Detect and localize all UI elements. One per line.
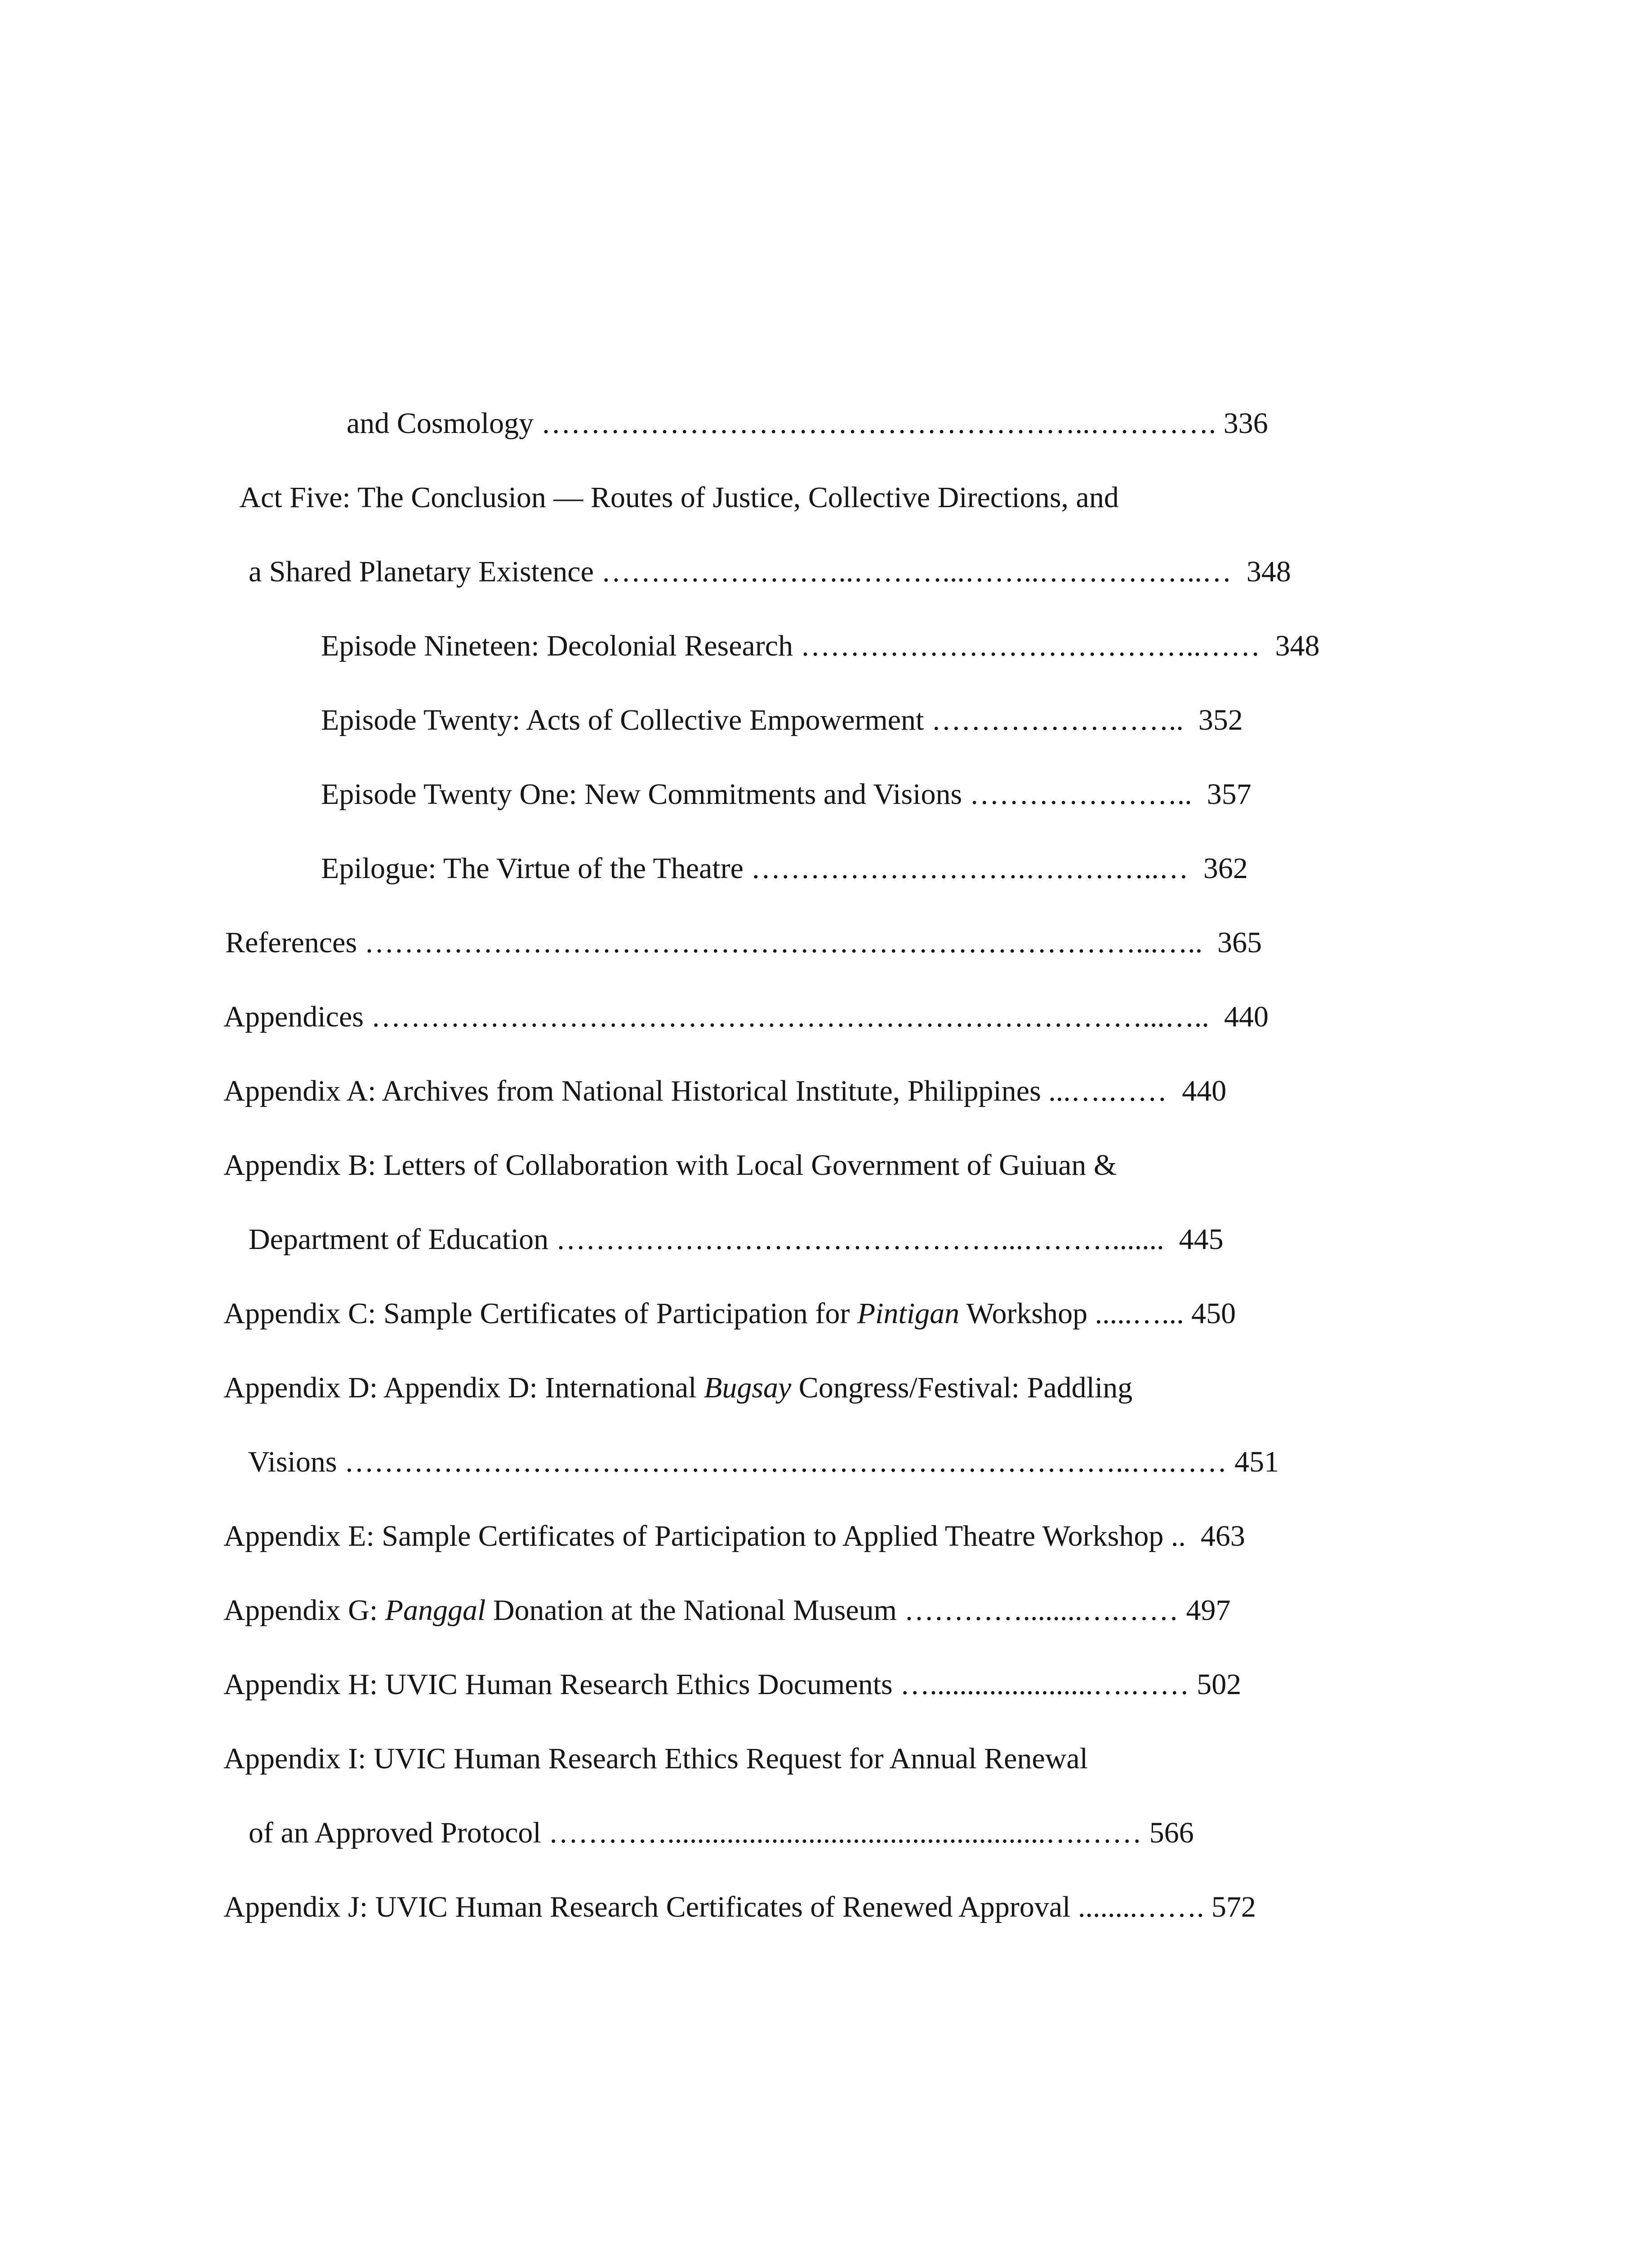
toc-entry-title: of an Approved Protocol …………...................................................….……	[249, 1816, 1149, 1849]
toc-entry-title: Appendices ……………………………………………………………………...…..	[223, 1000, 1224, 1033]
toc-page-number: 440	[1182, 1075, 1227, 1107]
toc-entry-title: Appendix A: Archives from National Historical Institute, Philippines ...….……	[223, 1075, 1182, 1107]
toc-page-number: 566	[1149, 1816, 1194, 1849]
toc-entry-title: Act Five: The Conclusion — Routes of Justice, Collective Directions, and	[239, 481, 1119, 514]
toc-page-number: 365	[1217, 926, 1262, 959]
toc-entry-title: and Cosmology ………………………………………………..………….	[347, 407, 1224, 440]
toc-entry-italic-term: Panggal	[385, 1594, 486, 1627]
toc-entry-title-rest: Workshop .....…...	[959, 1297, 1192, 1330]
toc-entry-title: Appendix G:	[223, 1594, 385, 1627]
toc-entry-italic-term: Bugsay	[704, 1371, 792, 1404]
toc-entry-title: Episode Twenty: Acts of Collective Empowerment ……………………..	[321, 704, 1198, 736]
toc-page-number: 357	[1207, 778, 1251, 811]
toc-entry-title: Appendix B: Letters of Collaboration with Local Government of Guiuan &	[223, 1149, 1117, 1182]
toc-entry-title: Appendix H: UVIC Human Research Ethics Documents …......................….……	[223, 1668, 1197, 1701]
toc-page-number: 497	[1186, 1594, 1231, 1627]
toc-page-number: 336	[1223, 407, 1268, 440]
toc-page-number: 502	[1197, 1668, 1242, 1701]
toc-entry-title: Appendix C: Sample Certificates of Participation for	[223, 1297, 857, 1330]
toc-entry-title: Epilogue: The Virtue of the Theatre ……………………….…………..…	[321, 852, 1203, 885]
toc-page-number: 362	[1203, 852, 1248, 885]
toc-page-number: 451	[1234, 1445, 1279, 1478]
toc-entry-title: Appendix I: UVIC Human Research Ethics Request for Annual Renewal	[223, 1742, 1088, 1775]
toc-page-number: 445	[1179, 1223, 1224, 1256]
toc-entry-appendix-j	[196, 1853, 1256, 1961]
toc-entry-title: Episode Twenty One: New Commitments and Visions …………………..	[321, 778, 1207, 811]
toc-page-number: 352	[1198, 704, 1243, 736]
toc-entry-title: Episode Nineteen: Decolonial Research …………………………………..……	[321, 629, 1275, 662]
toc-entry-title: Visions ……………………………………………………………………..….……	[248, 1445, 1235, 1478]
toc-page-number: 572	[1211, 1891, 1256, 1923]
toc-page-number: 450	[1191, 1297, 1236, 1330]
toc-entry-title: a Shared Planetary Existence ……………………..………...……..……………..…	[249, 555, 1247, 588]
toc-entry-title: Appendix E: Sample Certificates of Participation to Applied Theatre Workshop ..	[223, 1520, 1201, 1552]
toc-entry-title: Appendix D: Appendix D: International	[223, 1371, 704, 1404]
toc-page-number: 440	[1224, 1000, 1269, 1033]
toc-page-number: 348	[1246, 555, 1291, 588]
toc-entry-italic-term: Pintigan	[857, 1297, 960, 1330]
toc-page-number: 463	[1200, 1520, 1245, 1552]
toc-page-number: 348	[1275, 629, 1320, 662]
toc-entry-title-rest: Congress/Festival: Paddling	[791, 1371, 1133, 1404]
toc-entry-title: Appendix J: UVIC Human Research Certificates of Renewed Approval ........…….	[223, 1891, 1212, 1923]
toc-entry-title: Department of Education ………………………………………...……….......	[249, 1223, 1179, 1256]
toc-entry-title-rest: Donation at the National Museum …………........….……	[485, 1594, 1186, 1627]
toc-entry-title: References ……………………………………………………………………...…..	[225, 926, 1218, 959]
